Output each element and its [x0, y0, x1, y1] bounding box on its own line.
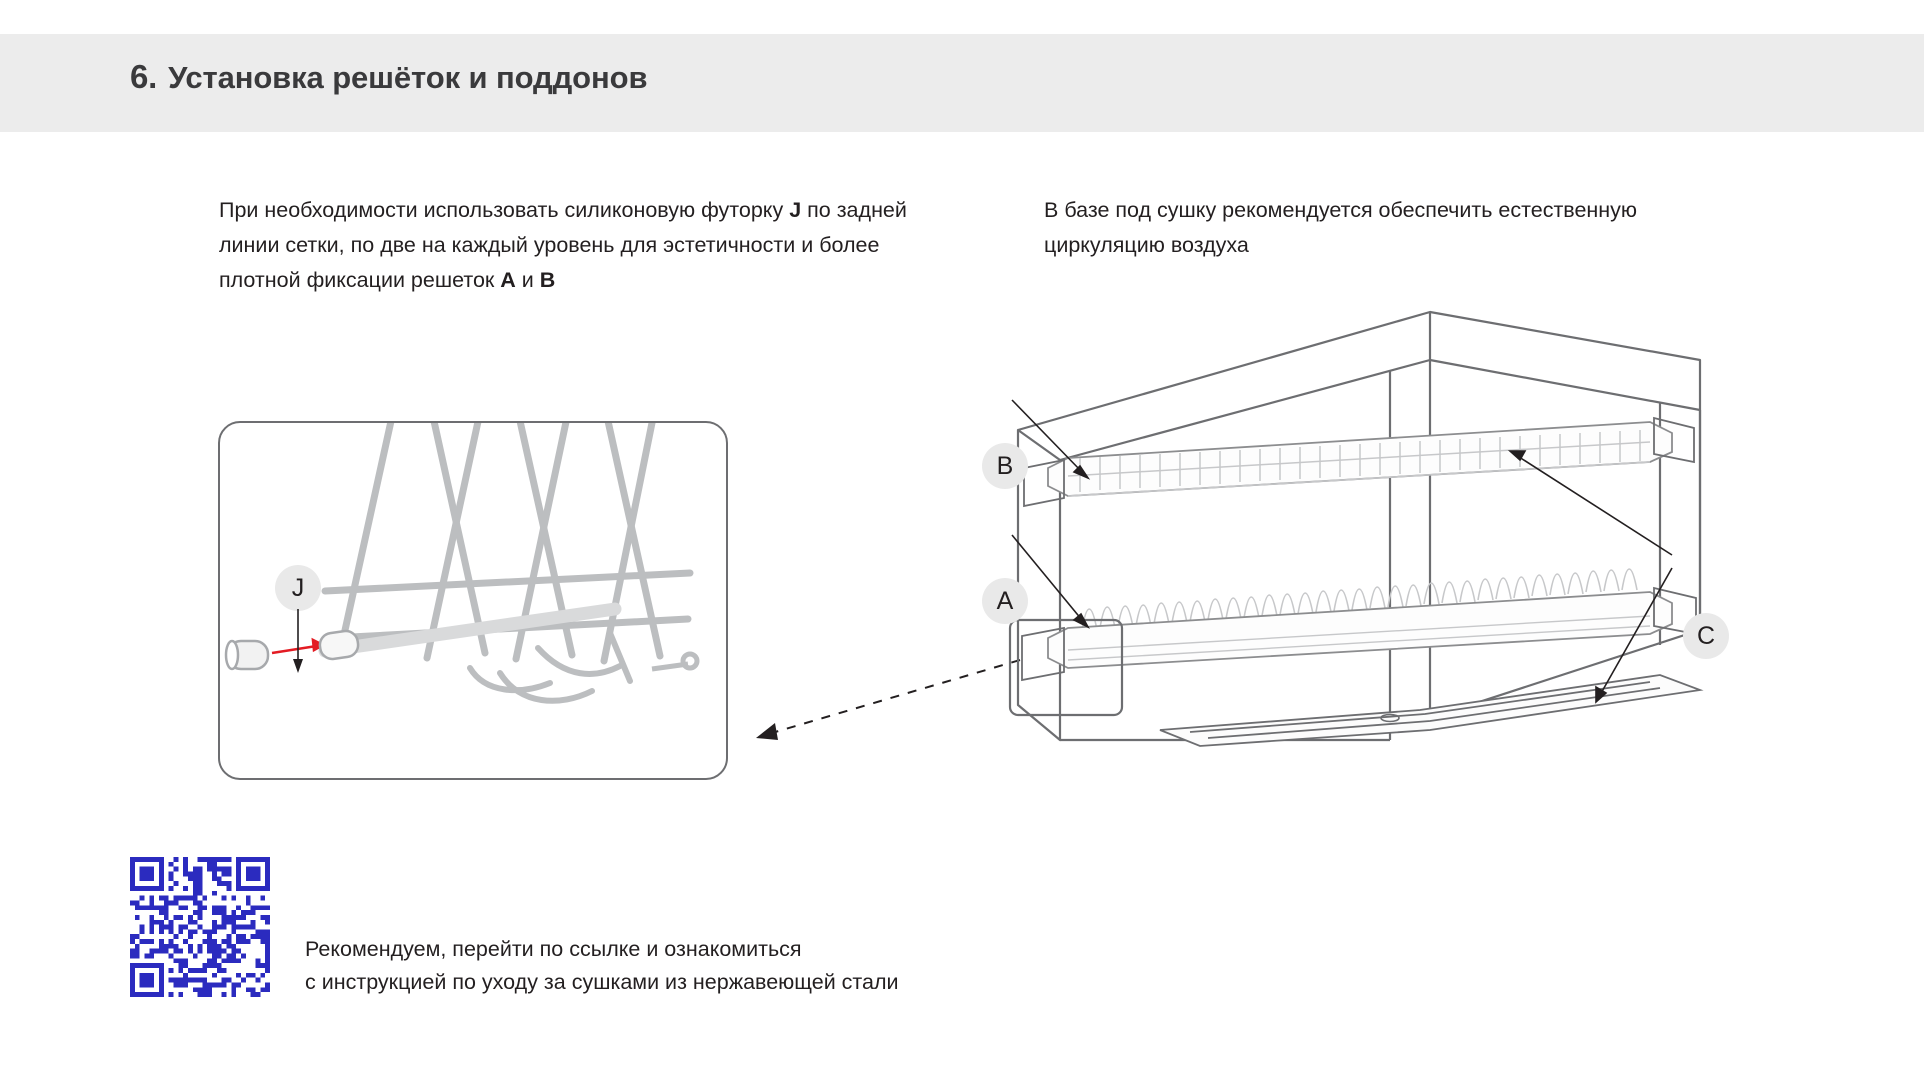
bottom-note-line-1: Рекомендуем, перейти по ссылке и ознакомиться	[305, 937, 802, 961]
step-number: 6.	[130, 58, 158, 95]
page-header	[130, 58, 647, 96]
page-title: Установка решёток и поддонов	[168, 60, 648, 95]
bottom-note	[305, 933, 1205, 999]
instruction-paragraph-right: В базе под сушку рекомендуется обеспечить естественную циркуляцию воздуха	[1044, 198, 1638, 257]
callout-label-j: J	[275, 565, 321, 611]
callout-j-arrow	[270, 607, 330, 682]
instruction-paragraph-left: При необходимости использовать силиконовую футорку J по задней линии сетки, по две на каждый уровень для эстетичности и более плотной фиксации решеток A и B	[219, 198, 907, 292]
bottom-note-line-2: с инструкцией по уходу за сушками из нержавеющей стали	[305, 970, 899, 994]
qr-code[interactable]	[130, 857, 270, 997]
callout-label-b: B	[982, 443, 1028, 489]
callout-label-a: A	[982, 578, 1028, 624]
dish-rack-assembly-illustration	[960, 300, 1760, 860]
callout-label-c: C	[1683, 613, 1729, 659]
